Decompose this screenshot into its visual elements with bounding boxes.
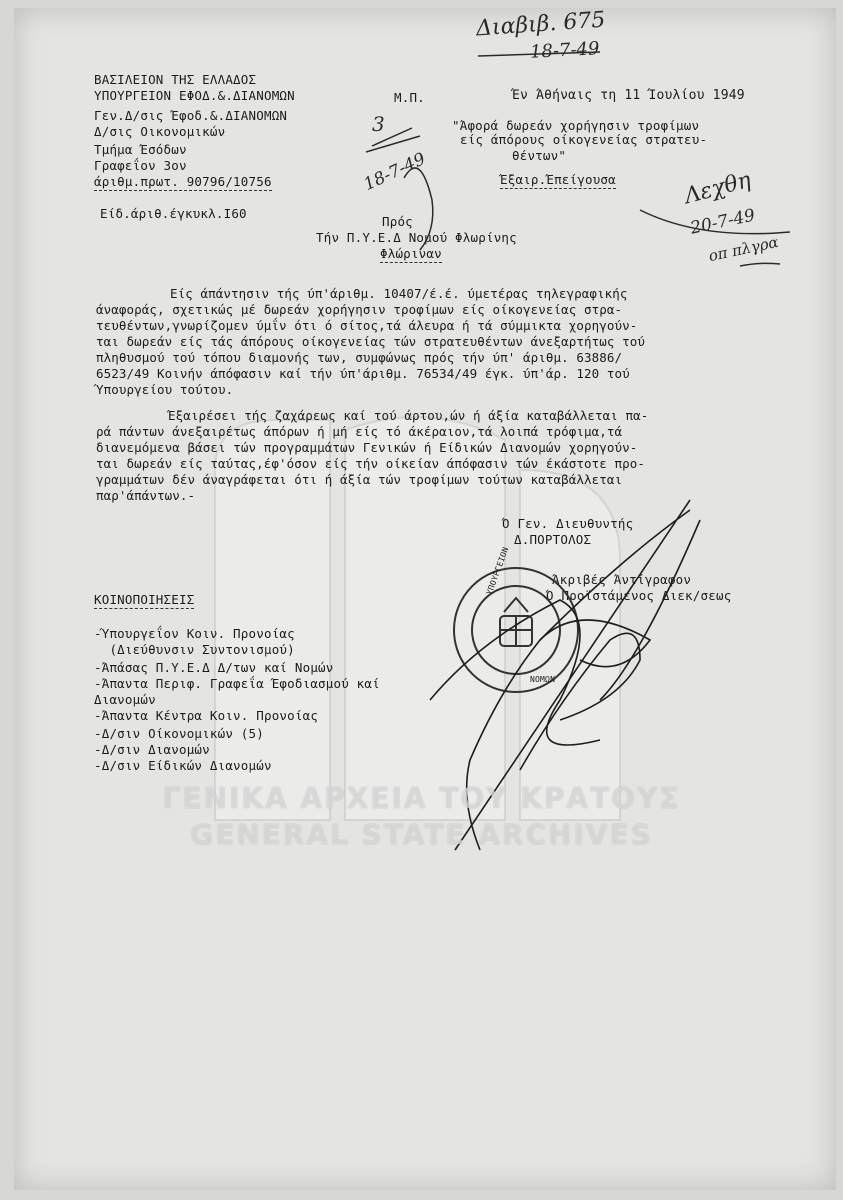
body-p2-line: διανεμόμενα βάσει τών προγραμμάτων Γενικών ή Είδικών Διανομών χορηγούν- (96, 440, 638, 455)
header-directorate: Γεν.Δ/σις Έφοδ.&.ΔΙΑΝΟΜΩΝ (94, 108, 288, 123)
header-office: Γραφεΐον 3ον (94, 158, 187, 173)
watermark-english: GENERAL STATE ARCHIVES (190, 818, 653, 851)
handwritten-mark: 3 (372, 112, 385, 136)
stamp-text-bottom: ΝΟΜΩΝ (530, 675, 556, 684)
subject-line-2: είς άπόρους οίκογενείας στρατευ- (460, 132, 708, 147)
body-p2-line: γραμμάτων δέν άναγράφεται ότι ή άξία τών τροφίμων τούτων καταβάλλεται (96, 472, 623, 487)
subject-line-1: "Άφορά δωρεάν χορήγησιν τροφίμων (452, 118, 700, 133)
body-p1-line: Είς άπάντησιν τής ύπ'άριθμ. 10407/έ.έ. ύμετέρας τηλεγραφικής (170, 286, 628, 301)
mp-label: Μ.Π. (394, 90, 425, 105)
watermark-greek: ΓΕΝΙΚΑ ΑΡΧΕΙΑ ΤΟΥ ΚΡΑΤΟΥΣ (162, 782, 681, 815)
circular-number: Είδ.άριθ.έγκυκλ.Ι60 (100, 206, 247, 221)
body-p2-line: Έξαιρέσει τής ζαχάρεως καί τού άρτου,ών ή άξία καταβάλλεται πα- (168, 408, 649, 423)
handwritten-ref: Διαβιβ. 675 (475, 7, 607, 42)
true-copy-label: Άκριβές Άντίγραφον (552, 572, 692, 587)
body-p2-line: παρ'άπάντων.- (96, 488, 196, 503)
handwritten-date: 18-7-49 (529, 38, 600, 63)
recipient-line-2: Φλώριναν (380, 246, 442, 261)
distribution-item: -Ύπουργεΐον Κοιν. Προνοίας (94, 626, 295, 641)
distribution-item: -Άπαντα Κέντρα Κοιν. Προνοίας (94, 708, 319, 723)
header-section: Τμήμα Έσόδων (94, 142, 187, 157)
body-p1-line: Ύπουργείου τούτου. (96, 382, 234, 397)
handwritten-strokes (366, 52, 790, 266)
distribution-item: -Δ/σιν Διανομών (94, 742, 210, 757)
handwritten-note-3: οπ πλγρα (706, 232, 781, 266)
body-p2-line: ται δωρεάν είς ταύτας,έφ'όσον είς τήν οίκείαν άπόφασιν τών έκάστοτε προ- (96, 456, 646, 471)
body-p1-line: άναφοράς, σχετικώς μέ δωρεάν χορήγησιν τροφίμων είς οίκογενείας στρα- (96, 302, 623, 317)
distribution-item: -Δ/σιν Είδικών Διανομών (94, 758, 272, 773)
header-kingdom: ΒΑΣΙΛΕΙΟΝ ΤΗΣ ΕΛΛΑΔΟΣ (94, 72, 257, 87)
body-p1-line: ται δωρεάν είς τάς άπόρους οίκογενείας τών στρατευθέντων άνεξαρτήτως τού (96, 334, 646, 349)
body-p1-line: τευθέντων,γνωρίζομεν ύμΐν ότι ό σίτος,τά άλευρα ή τά σύμμικτα χορηγούν- (96, 318, 638, 333)
distribution-item: Διανομών (94, 692, 156, 707)
distribution-item: -Δ/σιν Οίκονομικών (5) (94, 726, 264, 741)
distribution-heading: ΚΟΙΝΟΠΟΙΗΣΕΙΣ (94, 592, 195, 607)
header-division: Δ/σις Οικονομικών (94, 124, 226, 139)
body-p2-line: ρά πάντων άνεξαιρέτως άπόρων ή μή είς τό άκέραιον,τά λοιπά τρόφιμα,τά (96, 424, 623, 439)
signature-title: Ό Γεν. Διευθυντής (502, 516, 634, 531)
handwritten-left-date: 18-7-49 (360, 149, 429, 195)
stamp-text-top: ΥΠΟΥΡΓΕΙΟΝ (484, 545, 511, 597)
date-line: Έν Άθήναις τη 11 Ίουλίου 1949 (512, 88, 745, 103)
urgency-label: Έξαιρ.Έπείγουσα (500, 172, 616, 187)
recipient-pros: Πρός (382, 214, 413, 229)
handwritten-note-2: 20-7-49 (688, 205, 757, 239)
body-p1-line: πληθυσμού τού τόπου διαμονής των, συμφώνως πρός τήν ύπ' άριθμ. 63886/ (96, 350, 623, 365)
protocol-number: άριθμ.πρωτ. 90796/10756 (94, 174, 272, 189)
body-p1-line: 6523/49 Κοινήν άπόφασιν καί τήν ύπ'άριθμ. 76534/49 έγκ. ύπ'άρ. 120 τού (96, 366, 630, 381)
copy-official-label: Ό Προϊστάμενος Διεκ/σεως (546, 588, 732, 603)
subject-line-3: θέντων" (512, 148, 567, 163)
distribution-item: -Άπαντα Περιφ. Γραφεΐα Έφοδιασμού καί (94, 676, 380, 691)
distribution-item: (Διεύθυνσιν Συντονισμού) (94, 642, 295, 657)
recipient-line-1: Τήν Π.Υ.Ε.Δ Νομού Φλωρίνης (316, 230, 517, 245)
header-ministry: ΥΠΟΥΡΓΕΙΟΝ ΕΦΟΔ.&.ΔΙΑΝΟΜΩΝ (94, 88, 295, 103)
distribution-item: -Άπάσας Π.Υ.Ε.Δ Δ/των καί Νομών (94, 660, 334, 675)
handwritten-note-1: Λεχθη (681, 167, 754, 210)
signature-name: Δ.ΠΟΡΤΟΛΟΣ (514, 532, 592, 547)
